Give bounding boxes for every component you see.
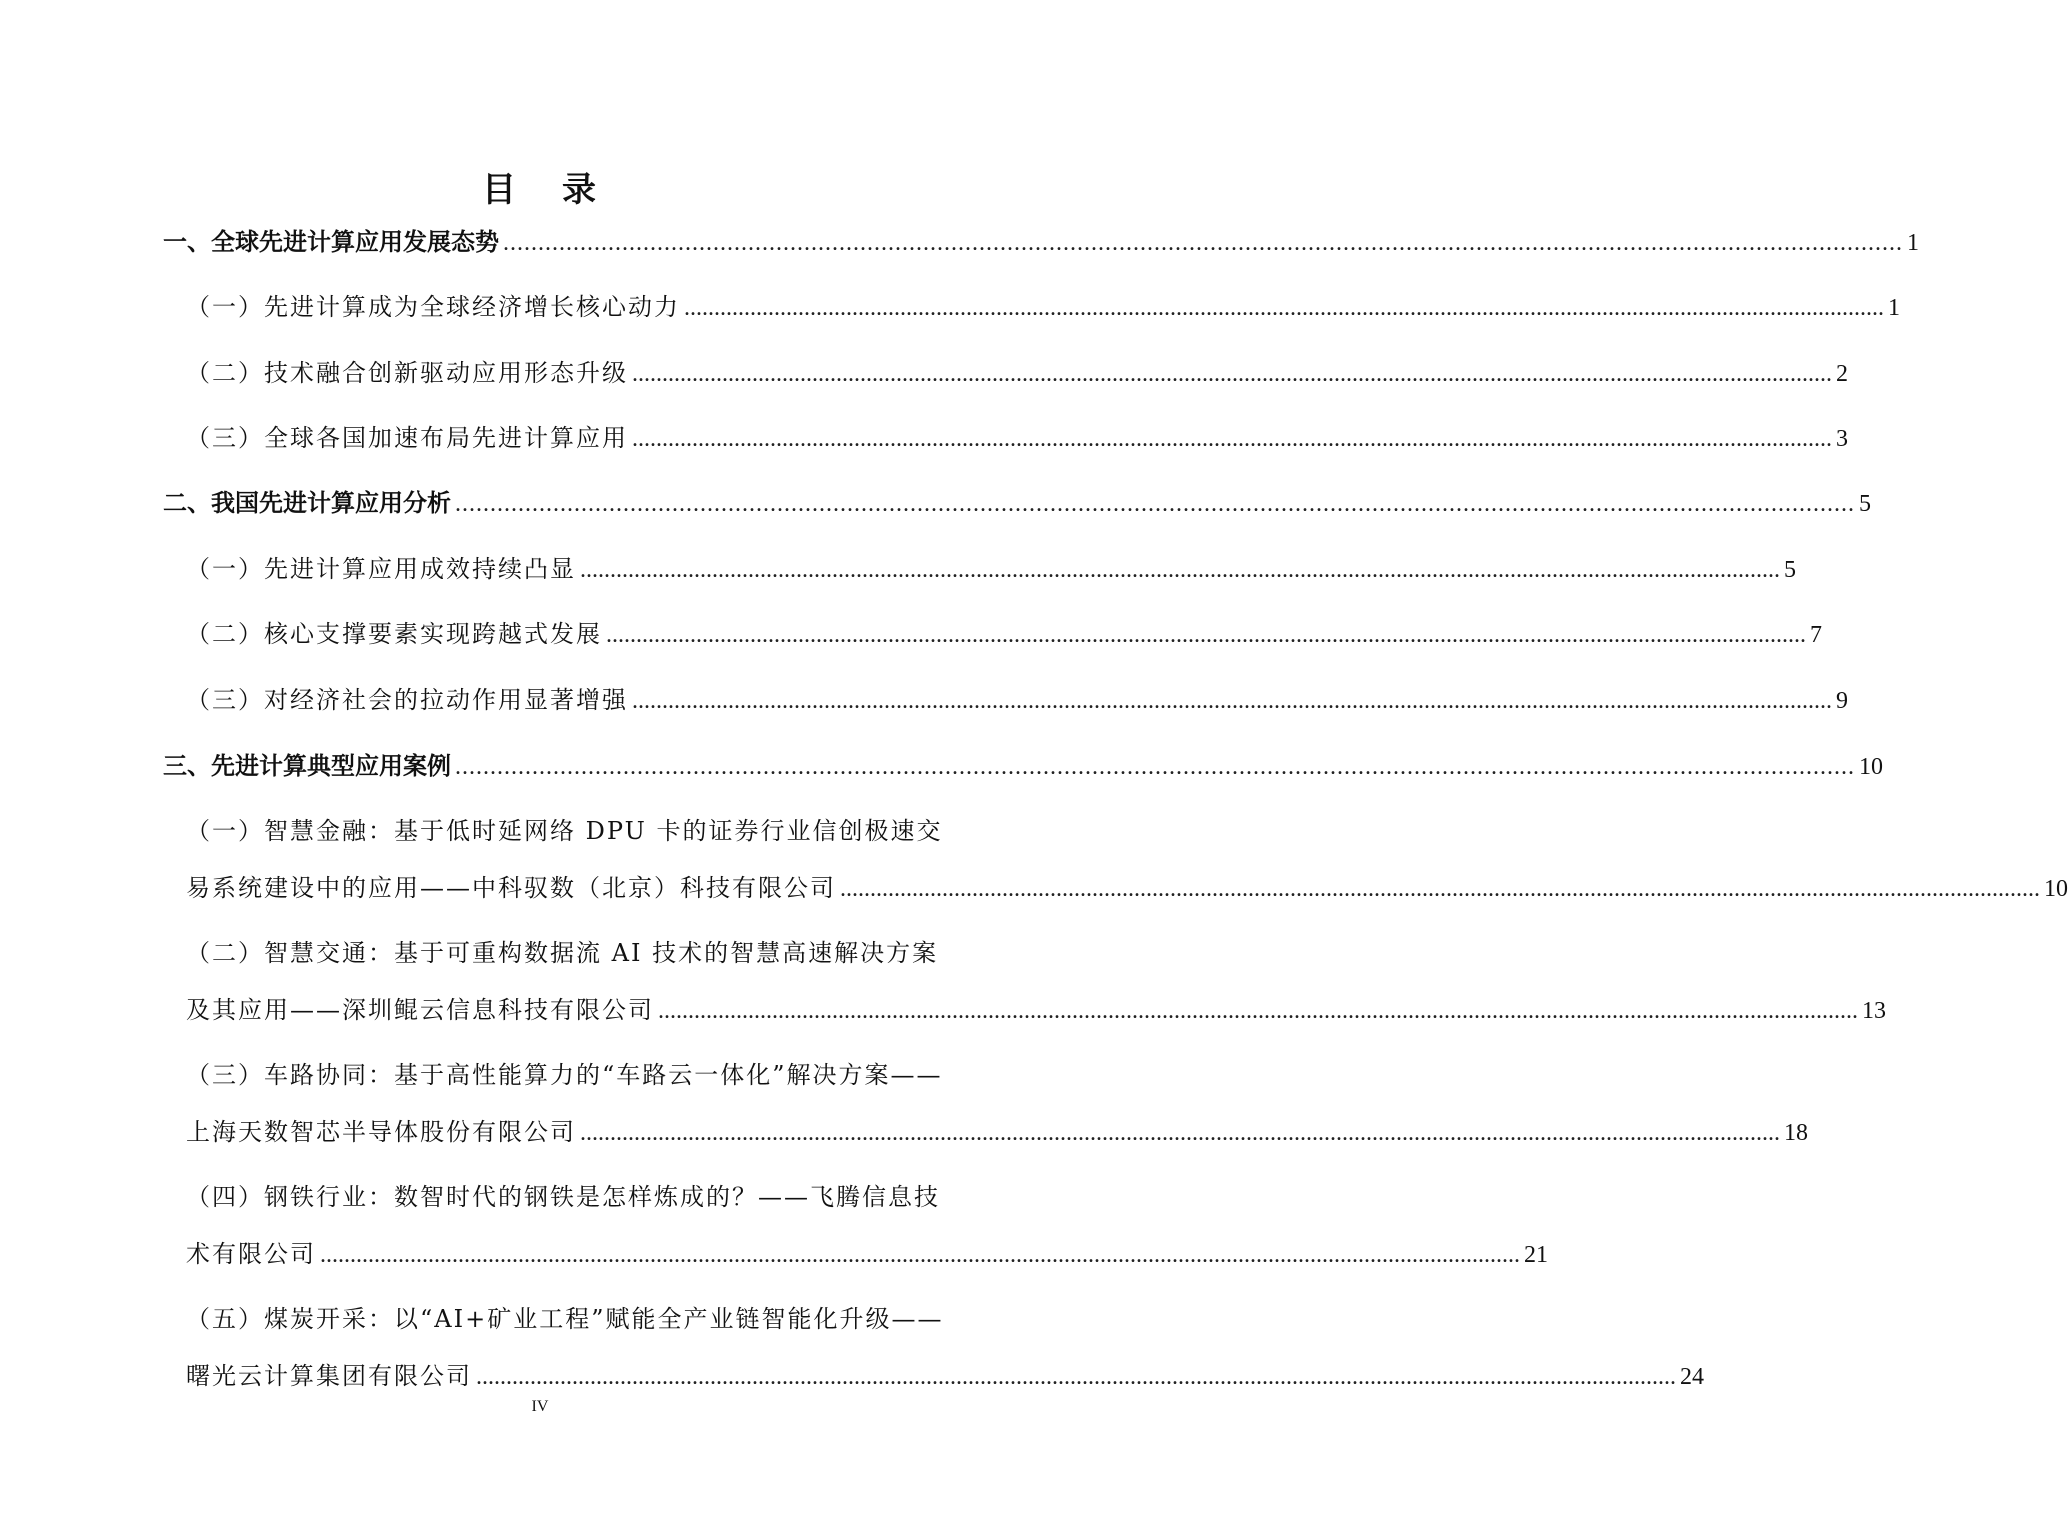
toc-page: 10 [2044,876,2068,902]
toc-entry-line1[interactable]: （二）智慧交通：基于可重构数据流 AI 技术的智慧高速解决方案 [186,939,939,967]
toc-label: 及其应用——深圳鲲云信息科技有限公司 [186,996,654,1024]
toc-entry-line1[interactable]: （五）煤炭开采：以“AI+矿业工程”赋能全产业链智能化升级—— [186,1305,944,1333]
toc-label: 三、先进计算典型应用案例 [163,752,451,780]
toc-label: 术有限公司 [186,1240,316,1268]
toc-entry-line1[interactable]: （一）智慧金融：基于低时延网络 DPU 卡的证券行业信创极速交 [186,817,943,845]
toc-label: （一）先进计算应用成效持续凸显 [186,555,576,583]
leader-dots: ........................................................................................................................................................................................................ [632,426,1832,452]
leader-dots: ........................................................................................................................................................................................................ [503,230,1903,256]
toc-label: 一、全球先进计算应用发展态势 [163,228,499,256]
toc-label: （二）核心支撑要素实现跨越式发展 [186,620,602,648]
toc-entry[interactable] [186,685,1848,716]
toc-page: 3 [1836,426,1848,452]
toc-page: 9 [1836,688,1848,714]
toc-entry[interactable] [186,358,1848,389]
toc-page: 1 [1888,295,1900,321]
toc-entry[interactable] [163,488,1871,519]
toc-entry-line2[interactable] [186,995,1886,1026]
toc-label: 二、我国先进计算应用分析 [163,489,451,517]
toc-entry[interactable] [186,423,1848,454]
toc-label: （三）全球各国加速布局先进计算应用 [186,424,628,452]
toc-page: 5 [1784,557,1796,583]
toc-entry[interactable] [186,554,1796,585]
toc-entry-line2[interactable] [186,1117,1808,1148]
leader-dots: ........................................................................................................................................................................................................ [632,688,1832,714]
page-number: IV [531,1398,549,1415]
toc-entry-line2[interactable] [186,1361,1704,1392]
toc-page: 18 [1784,1120,1808,1146]
toc-page: 24 [1680,1364,1704,1390]
leader-dots: ........................................................................................................................................................................................................ [580,1120,1780,1146]
toc-page: 13 [1862,998,1886,1024]
leader-dots: ........................................................................................................................................................................................................ [684,295,1884,321]
leader-dots: ........................................................................................................................................................................................................ [476,1364,1676,1390]
leader-dots: ........................................................................................................................................................................................................ [632,361,1832,387]
toc-label: 曙光云计算集团有限公司 [186,1362,472,1390]
leader-dots: ........................................................................................................................................................................................................ [455,491,1855,517]
leader-dots: ........................................................................................................................................................................................................ [455,754,1855,780]
toc-title: 目 录 [482,170,598,210]
leader-dots: ........................................................................................................................................................................................................ [580,557,1780,583]
toc-page: 5 [1859,491,1871,517]
toc-entry-line2[interactable] [186,1239,1548,1270]
toc-label: （二）技术融合创新驱动应用形态升级 [186,359,628,387]
toc-page: 21 [1524,1242,1548,1268]
toc-entry-line2[interactable] [186,873,2068,904]
leader-dots: ........................................................................................................................................................................................................ [320,1242,1520,1268]
toc-entry-line1[interactable]: （三）车路协同：基于高性能算力的“车路云一体化”解决方案—— [186,1061,943,1089]
toc-page: 7 [1810,622,1822,648]
toc-entry[interactable] [186,619,1822,650]
leader-dots: ........................................................................................................................................................................................................ [840,876,2040,902]
toc-label: 易系统建设中的应用——中科驭数（北京）科技有限公司 [186,874,836,902]
toc-page: 10 [1859,754,1883,780]
toc-page: 2 [1836,361,1848,387]
toc-label: 上海天数智芯半导体股份有限公司 [186,1118,576,1146]
leader-dots: ........................................................................................................................................................................................................ [606,622,1806,648]
toc-label: （一）先进计算成为全球经济增长核心动力 [186,293,680,321]
toc-entry[interactable] [163,751,1883,782]
leader-dots: ........................................................................................................................................................................................................ [658,998,1858,1024]
toc-entry-line1[interactable]: （四）钢铁行业：数智时代的钢铁是怎样炼成的？——飞腾信息技 [186,1183,940,1211]
toc-entry[interactable] [186,292,1900,323]
toc-entry[interactable] [163,227,1919,258]
toc-label: （三）对经济社会的拉动作用显著增强 [186,686,628,714]
toc-page: 1 [1907,230,1919,256]
